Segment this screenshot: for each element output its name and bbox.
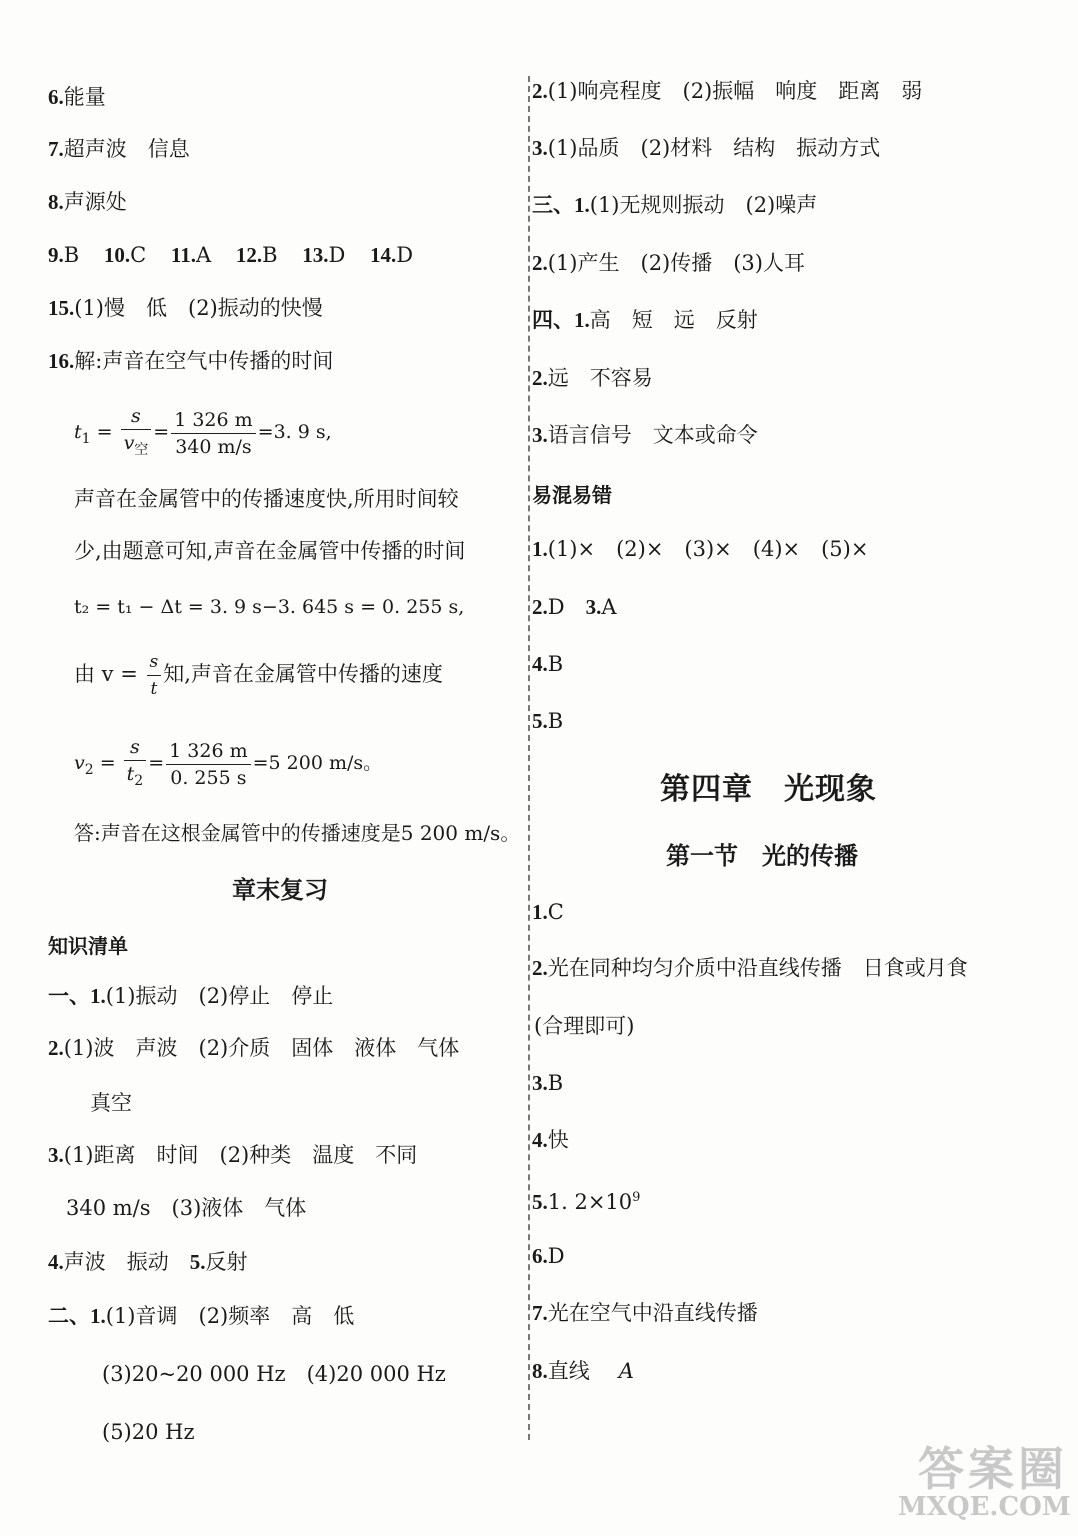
answer-text: B (63, 243, 80, 267)
answer-7 (48, 134, 190, 164)
fraction: $\frac{s}{t}$ (147, 649, 162, 702)
item-number: 4. (48, 1250, 64, 1274)
answer-text: 光在空气中沿直线传播 (547, 1301, 758, 1325)
section-answer-4 (532, 1125, 569, 1155)
knowledge-1-4-5 (48, 1247, 248, 1277)
item-number: 11. (170, 243, 196, 267)
fraction: $\frac{1 326 m}{0. 255 s}$ (166, 738, 250, 791)
answer-text: B (547, 1071, 564, 1095)
item-number: 2. (532, 956, 548, 980)
knowledge-2-1 (48, 1301, 354, 1331)
answer-text: 1. 2×10 (547, 1190, 633, 1214)
subheading-knowledge: 知识清单 (48, 934, 128, 958)
confusable-4 (532, 649, 563, 679)
item-number: 1. (532, 900, 548, 924)
item-number: 2. (532, 366, 548, 390)
item-number: 3. (532, 136, 548, 160)
item-number: 7. (48, 137, 64, 161)
item-number: 4. (532, 1128, 548, 1152)
subheading-confusable: 易混易错 (532, 483, 612, 507)
answer-text: 反射 (205, 1250, 248, 1274)
fraction: $\frac{1 326 m}{340 m/s}$ (171, 407, 255, 460)
answer-r-3 (532, 133, 880, 163)
answer-text: 光在同种均匀介质中沿直线传播 日食或月食 (547, 956, 968, 980)
answer-15 (48, 293, 323, 323)
answer-text: (1)品质 (2)材料 结构 振动方式 (547, 136, 881, 160)
item-number: 9. (48, 243, 64, 267)
column-divider (528, 76, 530, 1440)
section-answer-2-cont: (合理即可) (534, 1014, 635, 1038)
item-number: 3. (532, 1071, 548, 1095)
answer-text: 声源处 (63, 190, 127, 214)
item-number: 5. (532, 1190, 548, 1214)
knowledge-2-1-cont: (3)20~20 000 Hz (4)20 000 Hz (102, 1362, 446, 1386)
section-answer-7 (532, 1298, 758, 1328)
answer-text: 能量 (63, 85, 106, 109)
solution-text: 少,由题意可知,声音在金属管中传播的时间 (74, 539, 466, 563)
chapter-title: 第四章 光现象 (660, 772, 877, 807)
knowledge-2-1-cont: (5)20 Hz (102, 1420, 195, 1444)
confusable-1 (532, 534, 868, 564)
section-answer-6 (532, 1241, 565, 1271)
answer-text: B (547, 652, 564, 676)
item-number: 8. (48, 190, 64, 214)
section-heading-review: 章末复习 (232, 875, 328, 904)
answer-text: D (328, 243, 346, 267)
section-answer-2 (532, 953, 968, 983)
answer-text: 直线 (547, 1359, 611, 1383)
answer-text: C (547, 900, 564, 924)
formula-v2: $v_2$ = $\frac{s}{t_2}$ = $\frac{1 326 m}{0. 255 s}$ =5 200 m/s。 (74, 733, 382, 800)
answer-text: (1)慢 低 (2)振动的快慢 (74, 296, 323, 320)
answer-r-4-1 (532, 305, 758, 335)
section-answer-8 (532, 1356, 634, 1386)
answer-6 (48, 82, 106, 112)
answer-text: 声波 振动 (63, 1250, 190, 1274)
item-number: 3. (585, 595, 602, 619)
fraction: $\frac{s}{t_2}$ (124, 734, 147, 794)
item-number: 15. (48, 296, 75, 320)
watermark-logo: 答案圈 MXQE.COM (898, 1442, 1071, 1522)
answer-text: (1)响亮程度 (2)振幅 响度 距离 弱 (547, 79, 923, 103)
answer-r-2 (532, 76, 922, 106)
item-number: 6. (48, 85, 64, 109)
section-answer-5 (532, 1183, 640, 1217)
item-number: 一、1. (48, 984, 106, 1008)
fraction: $\frac{s}{v_空}$ (121, 403, 152, 463)
formula-t1: $t_1$ = $\frac{s}{v_空}$ = $\frac{1 326 m}{340 m/s}$ =3. 9 s, (74, 402, 332, 469)
section-answer-1 (532, 897, 564, 927)
answer-text: D (547, 595, 586, 619)
formula-speed: 由 v = $\frac{s}{t}$ 知,声音在金属管中传播的速度 (74, 644, 443, 704)
answer-text: (1)波 声波 (2)介质 固体 液体 气体 (63, 1036, 460, 1060)
item-number: 14. (370, 243, 397, 267)
item-number: 2. (532, 595, 548, 619)
item-number: 2. (48, 1036, 64, 1060)
answer-text: B (262, 243, 278, 267)
answer-text: (1)振动 (2)停止 停止 (105, 984, 334, 1008)
item-number: 16. (48, 349, 75, 373)
answer-text: (1)产生 (2)传播 (3)人耳 (547, 251, 805, 275)
section-answer-3 (532, 1068, 563, 1098)
formula-t2: t₂ = t₁ − Δt = 3. 9 s−3. 645 s = 0. 255 s, (74, 596, 465, 618)
answer-16 (48, 346, 333, 376)
answer-text: 解:声音在空气中传播的时间 (74, 349, 334, 373)
answer-text: (1)无规则振动 (2)噪声 (589, 193, 818, 217)
answer-8 (48, 187, 127, 217)
answer-text: 超声波 信息 (63, 137, 190, 161)
knowledge-1-3-cont: 340 m/s (3)液体 气体 (66, 1196, 307, 1220)
answer-text: C (130, 243, 147, 267)
answer-text: 语言信号 文本或命令 (547, 423, 758, 447)
item-number: 三、1. (532, 193, 590, 217)
answer-text: A (195, 243, 212, 267)
item-number: 12. (235, 243, 263, 267)
item-number: 5. (189, 1250, 206, 1274)
item-number: 1. (532, 537, 548, 561)
answer-text: (1)音调 (2)频率 高 低 (105, 1304, 355, 1328)
answer-text: 高 短 远 反射 (589, 308, 758, 332)
knowledge-1-2 (48, 1033, 459, 1063)
item-number: 3. (48, 1143, 64, 1167)
item-number: 二、1. (48, 1304, 106, 1328)
answer-text: (1)距离 时间 (2)种类 温度 不同 (63, 1143, 418, 1167)
answer-r-3-2 (532, 248, 805, 278)
answer-text: D (547, 1244, 565, 1268)
answer-text: A (601, 595, 617, 619)
item-number: 3. (532, 423, 548, 447)
section-title: 第一节 光的传播 (666, 841, 858, 870)
answer-r-4-3 (532, 420, 758, 450)
knowledge-1-3 (48, 1140, 417, 1170)
item-number: 4. (532, 652, 548, 676)
answer-text: 远 不容易 (547, 366, 653, 390)
item-number: 四、1. (532, 308, 590, 332)
answer-text: 快 (547, 1128, 569, 1152)
answer-text: A (618, 1359, 634, 1383)
answer-text: (1)× (2)× (3)× (4)× (5)× (547, 537, 869, 561)
knowledge-1-1 (48, 981, 333, 1011)
answer-r-3-1 (532, 190, 817, 220)
answer-r-4-2 (532, 363, 653, 393)
knowledge-1-2-cont: 真空 (90, 1091, 132, 1115)
confusable-5 (532, 706, 563, 736)
answer-text: B (547, 709, 564, 733)
item-number: 6. (532, 1244, 548, 1268)
item-number: 2. (532, 79, 548, 103)
answer-text: D (396, 243, 414, 267)
item-number: 13. (302, 243, 329, 267)
item-number: 5. (532, 709, 548, 733)
exponent: 9 (632, 1190, 641, 1205)
solution-text: 声音在金属管中的传播速度快,所用时间较 (74, 487, 459, 511)
answers-9-14 (48, 240, 413, 270)
item-number: 10. (103, 243, 131, 267)
item-number: 2. (532, 251, 548, 275)
final-answer: 答:声音在这根金属管中的传播速度是5 200 m/s。 (74, 821, 521, 845)
confusable-2-3 (532, 592, 617, 622)
item-number: 7. (532, 1301, 548, 1325)
item-number: 8. (532, 1359, 548, 1383)
